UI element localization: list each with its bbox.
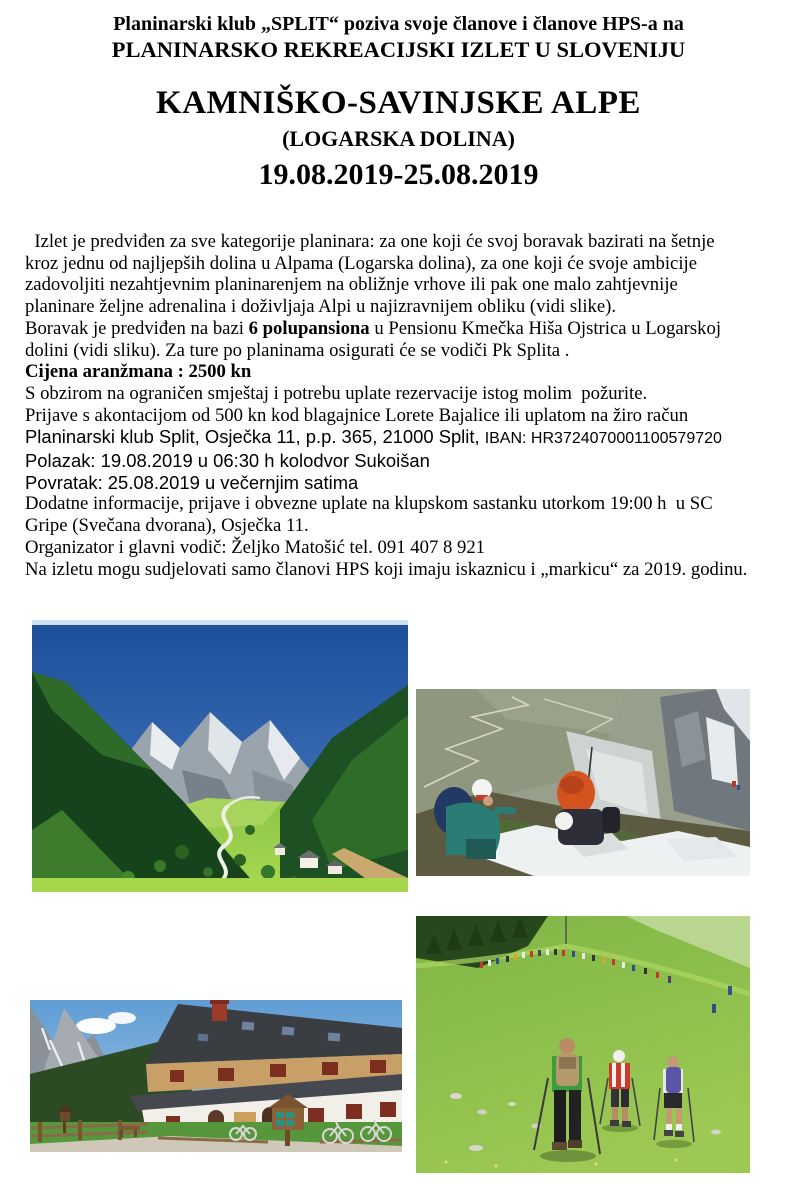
body-line: Prijave s akontacijom od 500 kn kod blagajnice Lorete Bajalice ili uplatom na žiro račun (25, 404, 689, 426)
pension-photo (30, 1000, 402, 1152)
climbers-photo (416, 689, 750, 876)
body-line: Izlet je predviđen za sve kategorije planinara: za one koji će svoj boravak bazirati na šetnje (25, 231, 715, 252)
pension-photo-image (30, 1000, 402, 1152)
trip-dates: 19.08.2019-25.08.2019 (258, 158, 539, 191)
body-line: kroz jednu od najljepših dolina u Alpama (Logarska dolina), za one koji će svoje ambicije (25, 252, 698, 274)
body-text (25, 231, 785, 580)
climbers-photo-image (416, 689, 750, 876)
text-run: IBAN: HR3724070001100579720 (484, 430, 722, 448)
logarska-valley-photo (32, 620, 408, 892)
text-run: Planinarski klub Split, Osječka 11, p.p. 365, 21000 Split, (25, 426, 485, 448)
event-line: PLANINARSKO REKREACIJSKI IZLET U SLOVENIJU (111, 37, 686, 62)
invite-line: Planinarski klub „SPLIT“ poziva svoje članove i članove HPS-a na (113, 13, 684, 35)
body-line: dolini (vidi sliku). Za ture po planinama osigurati će se vodiči Pk Splita . (25, 339, 570, 361)
body-line: planinare željne adrenalina i doživljaja Alpi u najizravnijem obliku (vidi slike). (25, 296, 617, 318)
text-run: 6 polupansiona (248, 317, 370, 339)
body-line: Organizator i glavni vodič: Željko Matošić tel. 091 407 8 921 (25, 536, 486, 558)
body-line: Povratak: 25.08.2019 u večernjim satima (25, 471, 359, 493)
page-title: KAMNIŠKO-SAVINJSKE ALPE (156, 85, 641, 121)
body-line: Cijena aranžmana : 2500 kn (25, 361, 252, 383)
body-line: Gripe (Svečana dvorana), Osječka 11. (25, 515, 309, 537)
body-line (25, 318, 785, 340)
body-line (25, 426, 785, 450)
body-line: Polazak: 19.08.2019 u 06:30 h kolodvor Sukoišan (25, 450, 430, 472)
body-line: zadovoljiti nezahtjevnim planinarenjem na obližnje vrhove ili pak one malo zahtjevnije (25, 274, 678, 296)
body-line: Na izletu mogu sudjelovati samo članovi HPS koji imaju iskaznicu i „markicu“ za 2019. godinu. (25, 558, 748, 580)
page-subtitle: (LOGARSKA DOLINA) (282, 126, 515, 151)
valley-photo-image (32, 620, 408, 892)
body-line: S obzirom na ograničen smještaj i potrebu uplate rezervacije istog molim požurite. (25, 382, 648, 404)
text-run: Boravak je predviđen na bazi (25, 317, 249, 339)
body-line: Dodatne informacije, prijave i obvezne uplate na klupskom sastanku utorkom 19:00 h u SC (25, 493, 713, 515)
text-run: u Pensionu Kmečka Hiša Ojstrica u Logarskoj (369, 317, 722, 339)
hikers-photo-image (416, 916, 750, 1173)
hikers-meadow-photo (416, 916, 750, 1173)
